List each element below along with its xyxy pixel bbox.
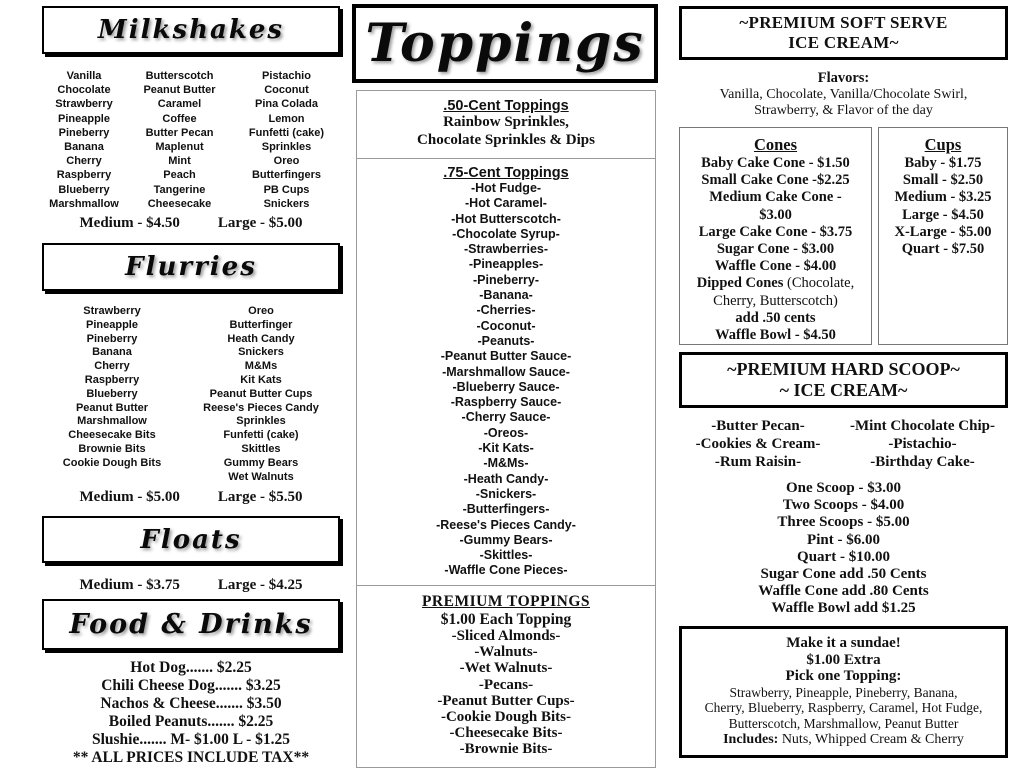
milkshake-flavor: Vanilla [66, 70, 102, 82]
cone-item: Baby Cake Cone - $1.50 [701, 155, 850, 171]
food-item: Chili Cheese Dog....... $3.25 [101, 677, 281, 694]
milkshake-flavor: Sprinkles [261, 141, 312, 154]
flurry-flavor: Cherry [94, 360, 130, 373]
cone-item: Dipped Cones (Chocolate, [696, 275, 855, 292]
topping-item: -Banana- [479, 288, 533, 303]
hard-scoop-header-box [679, 352, 1008, 408]
hard-scoop-price: Pint - $6.00 [807, 531, 880, 548]
flurry-flavor: Kit Kats [240, 373, 282, 386]
milkshakes-col2 [126, 69, 233, 211]
hard-scoop-price: Three Scoops - $5.00 [777, 514, 910, 531]
toppings-title: Toppings [365, 13, 645, 74]
cones-items [680, 155, 871, 344]
hard-scoop-price: Quart - $10.00 [797, 548, 890, 565]
seventyfive-cent-heading: .75-Cent Toppings [443, 165, 569, 181]
premium-topping-item: -Cookie Dough Bits- [440, 709, 571, 726]
flurry-flavor: Wet Walnuts [228, 470, 294, 483]
premium-toppings-price: $1.00 Each Topping [440, 611, 572, 628]
sundae-headline [682, 635, 1005, 685]
topping-item: -Cherries- [476, 303, 536, 318]
hard-scoop-flavor: -Rum Raisin- [714, 454, 802, 470]
premium-toppings-items [357, 628, 655, 758]
cups-heading: Cups [924, 135, 962, 154]
food-item: Hot Dog....... $2.25 [130, 659, 252, 676]
milkshake-flavor: Strawberry [55, 98, 113, 111]
flurries-prices [42, 489, 340, 506]
milkshake-flavor: Chocolate [57, 84, 111, 97]
topping-item: -Snickers- [475, 486, 537, 501]
flurry-flavor: Marshmallow [77, 415, 147, 428]
topping-item: -Raspberry Sauce- [450, 395, 562, 410]
flurry-flavor: Heath Candy [227, 332, 295, 345]
sundae-bold-line: $1.00 Extra [806, 651, 881, 668]
flavors-line: Strawberry, & Flavor of the day [754, 102, 933, 118]
flurry-flavor: Reese's Pieces Candy [203, 401, 319, 414]
flurry-flavor: Strawberry [83, 305, 141, 317]
premium-topping-item: -Pecans- [478, 676, 534, 693]
cups-box [878, 127, 1008, 345]
section-header-food-drinks [42, 599, 340, 650]
fifty-cent-items [357, 114, 655, 149]
flurry-flavor: Banana [92, 346, 132, 359]
soft-serve-title-line1: ~PREMIUM SOFT SERVE [739, 13, 948, 32]
fifty-cent-section [357, 91, 655, 159]
flurry-flavor: Peanut Butter Cups [209, 387, 313, 400]
cone-item: Waffle Bowl - $4.50 [715, 327, 836, 344]
topping-item: -Oreos- [483, 425, 529, 440]
milkshake-flavor: Funfetti (cake) [248, 126, 325, 139]
milkshake-flavor: Snickers [263, 197, 310, 210]
milkshake-flavor: Pineapple [58, 112, 110, 125]
fifty-cent-heading: .50-Cent Toppings [443, 98, 569, 114]
cone-item: Sugar Cone - $3.00 [716, 241, 835, 258]
milkshake-flavor: Blueberry [58, 183, 110, 196]
milkshake-flavor: Marshmallow [49, 197, 119, 210]
milkshake-flavor: Pina Colada [255, 98, 318, 111]
includes-label: Includes: [723, 731, 779, 747]
hard-scoop-flavor: -Mint Chocolate Chip- [850, 418, 995, 434]
flurry-flavor: Snickers [238, 346, 284, 359]
flurry-flavor: M&Ms [244, 360, 278, 373]
sundae-box [679, 626, 1008, 758]
flurry-flavor: Raspberry [84, 373, 140, 386]
cup-item: Small - $2.50 [902, 172, 984, 189]
seventyfive-cent-items [357, 181, 655, 579]
flurries-col1 [42, 305, 182, 484]
cup-item: Baby - $1.75 [904, 155, 982, 171]
cone-item: add .50 cents [735, 309, 816, 326]
sundae-includes [682, 732, 1005, 748]
hard-scoop-flavor: -Birthday Cake- [870, 454, 975, 470]
topping-item: -Cherry Sauce- [461, 410, 551, 425]
toppings-panel [356, 90, 656, 768]
topping-item: -Skittles- [479, 548, 533, 563]
food-item: Slushie....... M- $1.00 L - $1.25 [91, 731, 291, 748]
cup-item: Large - $4.50 [902, 206, 984, 223]
milkshakes-title: Milkshakes [97, 15, 285, 45]
milkshakes-flavor-grid [42, 69, 340, 211]
hard-scoop-flavors-col1 [679, 417, 837, 471]
milkshake-flavor: Mint [168, 155, 191, 168]
cone-item: Medium Cake Cone - [709, 189, 842, 206]
milkshake-flavor: Caramel [157, 98, 202, 111]
topping-item: -Butterfingers- [462, 502, 550, 517]
milkshake-flavor: Coffee [162, 112, 197, 125]
topping-item: -Hot Butterscotch- [451, 211, 561, 226]
food-items [28, 659, 354, 749]
cones-heading: Cones [753, 135, 798, 154]
topping-item: -Hot Caramel- [465, 196, 547, 211]
flurry-flavor: Peanut Butter [75, 401, 149, 414]
milkshake-flavor: Lemon [268, 112, 305, 125]
flavors-line: Vanilla, Chocolate, Vanilla/Chocolate Swirl, [719, 87, 968, 102]
food-drinks-block [28, 659, 354, 767]
hard-scoop-flavor: -Butter Pecan- [711, 418, 805, 434]
topping-item: -Gummy Bears- [459, 532, 553, 547]
includes-text: Nuts, Whipped Cream & Cherry [778, 731, 964, 747]
flavors-label: Flavors: [817, 70, 870, 86]
toppings-title-box [352, 4, 658, 83]
topping-item: -Strawberries- [463, 242, 549, 257]
premium-topping-item: -Cheesecake Bits- [449, 725, 563, 742]
milkshake-flavor: Butterscotch [145, 70, 214, 82]
milkshakes-col1 [42, 69, 126, 211]
milkshake-flavor: Tangerine [153, 183, 206, 196]
topping-item: -Hot Fudge- [470, 181, 542, 195]
flurry-flavor: Skittles [241, 442, 281, 455]
sundae-bold-line: Pick one Topping: [785, 668, 902, 684]
flurry-flavor: Cookie Dough Bits [62, 456, 162, 469]
section-header-milkshakes [42, 6, 340, 54]
milkshakes-col3 [233, 69, 340, 211]
food-drinks-title: Food & Drinks [69, 609, 313, 640]
flurry-flavor: Brownie Bits [78, 442, 146, 455]
topping-item: -Pineapples- [468, 257, 544, 272]
milkshake-flavor: Raspberry [56, 169, 112, 182]
cone-item: Cherry, Butterscotch) [713, 292, 838, 309]
floats-prices [42, 577, 340, 594]
flurry-flavor: Oreo [248, 305, 274, 317]
hard-scoop-price: Two Scoops - $4.00 [782, 497, 905, 514]
flurry-flavor: Blueberry [86, 387, 138, 400]
cup-item: Quart - $7.50 [901, 241, 985, 258]
hard-scoop-title-line1: ~PREMIUM HARD SCOOP~ [727, 359, 960, 379]
cone-item: Small Cake Cone -$2.25 [701, 172, 850, 189]
hard-scoop-flavor: -Pistachio- [888, 436, 957, 452]
topping-item: -Kit Kats- [478, 441, 534, 456]
hard-scoop-flavors [679, 417, 1008, 471]
premium-toppings-heading: PREMIUM TOPPINGS [421, 593, 591, 610]
flavors-list [679, 87, 1008, 118]
fifty-cent-line: Rainbow Sprinkles, [443, 114, 569, 130]
milkshakes-prices [42, 215, 340, 232]
hard-scoop-price: Waffle Bowl add $1.25 [771, 600, 916, 617]
topping-item: -Chocolate Syrup- [452, 226, 560, 241]
price: Medium - $4.50 [79, 215, 180, 231]
hard-scoop-price: One Scoop - $3.00 [785, 480, 901, 496]
flurries-title: Flurries [125, 252, 257, 282]
food-item: Nachos & Cheese....... $3.50 [100, 695, 282, 712]
tax-note: ** ALL PRICES INCLUDE TAX** [72, 749, 310, 766]
sundae-topping-line: Cherry, Blueberry, Raspberry, Caramel, Hot Fudge, [704, 700, 983, 716]
premium-topping-item: -Wet Walnuts- [459, 660, 553, 677]
hard-scoop-flavors-col2 [837, 417, 1008, 471]
cones-box [679, 127, 872, 345]
sundae-topping-line: Butterscotch, Marshmallow, Peanut Butter [728, 716, 959, 732]
flurry-flavor: Sprinkles [236, 415, 286, 428]
flurry-flavor: Pineberry [86, 332, 138, 345]
topping-item: -Pineberry- [473, 272, 539, 287]
milkshake-flavor: Peanut Butter [143, 84, 216, 97]
price: Medium - $3.75 [79, 577, 180, 593]
soft-serve-title-line2: ICE CREAM~ [788, 33, 899, 52]
hard-scoop-title-line2: ~ ICE CREAM~ [779, 380, 908, 400]
milkshake-flavor: Pineberry [58, 126, 110, 139]
price: Medium - $5.00 [79, 489, 180, 505]
flurries-col2 [182, 305, 340, 484]
premium-topping-item: -Walnuts- [474, 644, 538, 661]
price: Large - $5.00 [217, 215, 303, 231]
topping-item: -Coconut- [476, 318, 536, 333]
cup-item: Medium - $3.25 [894, 189, 992, 206]
fifty-cent-line: Chocolate Sprinkles & Dips [417, 131, 595, 148]
left-menu-column [42, 0, 340, 768]
milkshake-flavor: Banana [64, 141, 104, 154]
topping-item: -Waffle Cone Pieces- [444, 563, 568, 578]
topping-item: -Peanut Butter Sauce- [440, 349, 572, 364]
sundae-topping-line: Strawberry, Pineapple, Pineberry, Banana, [729, 684, 958, 700]
milkshake-flavor: Oreo [273, 155, 300, 168]
milkshake-flavor: Cherry [66, 155, 102, 168]
premium-topping-item: -Peanut Butter Cups- [437, 692, 575, 709]
flurry-flavor: Butterfinger [229, 318, 293, 331]
topping-item: -M&Ms- [483, 456, 529, 471]
cups-items [879, 155, 1007, 258]
soft-serve-flavors [679, 70, 1008, 118]
flurry-flavor: Cheesecake Bits [68, 429, 156, 442]
hard-scoop-price: Waffle Cone add .80 Cents [758, 583, 929, 600]
flurries-flavor-grid [42, 305, 340, 484]
flurry-flavor: Funfetti (cake) [223, 429, 299, 442]
cup-item: X-Large - $5.00 [894, 223, 992, 240]
flurry-flavor: Gummy Bears [223, 456, 299, 469]
floats-title: Floats [140, 524, 242, 555]
hard-scoop-prices [679, 480, 1008, 618]
hard-scoop-price: Sugar Cone add .50 Cents [760, 566, 927, 583]
cone-item: $3.00 [759, 206, 792, 223]
sundae-bold-line: Make it a sundae! [786, 635, 901, 651]
flurry-flavor: Pineapple [86, 318, 138, 331]
price: Large - $4.25 [217, 577, 303, 593]
milkshake-flavor: PB Cups [263, 183, 310, 196]
topping-item: -Heath Candy- [463, 471, 549, 486]
soft-serve-header-box [679, 6, 1008, 60]
seventyfive-cent-section [357, 159, 655, 586]
milkshake-flavor: Peach [163, 169, 196, 182]
milkshake-flavor: Pistachio [262, 70, 311, 82]
premium-topping-item: -Brownie Bits- [459, 741, 553, 758]
cone-item: Large Cake Cone - $3.75 [698, 223, 853, 240]
premium-topping-item: -Sliced Almonds- [451, 628, 561, 644]
topping-item: -Blueberry Sauce- [452, 379, 560, 394]
topping-item: -Reese's Pieces Candy- [436, 517, 576, 532]
price: Large - $5.50 [217, 489, 303, 505]
hard-scoop-flavor: -Cookies & Cream- [695, 436, 821, 452]
premium-toppings-section [357, 586, 655, 758]
milkshake-flavor: Butterfingers [251, 169, 322, 182]
milkshake-flavor: Cheesecake [147, 197, 212, 210]
section-header-floats [42, 516, 340, 563]
section-header-flurries [42, 243, 340, 291]
milkshake-flavor: Coconut [264, 84, 309, 97]
milkshake-flavor: Maplenut [155, 141, 204, 154]
cone-item: Waffle Cone - $4.00 [714, 258, 837, 275]
topping-item: -Peanuts- [477, 333, 535, 348]
topping-item: -Marshmallow Sauce- [442, 364, 570, 379]
milkshake-flavor: Butter Pecan [145, 126, 214, 139]
food-item: Boiled Peanuts....... $2.25 [108, 713, 274, 730]
sundae-toppings [682, 685, 1005, 732]
